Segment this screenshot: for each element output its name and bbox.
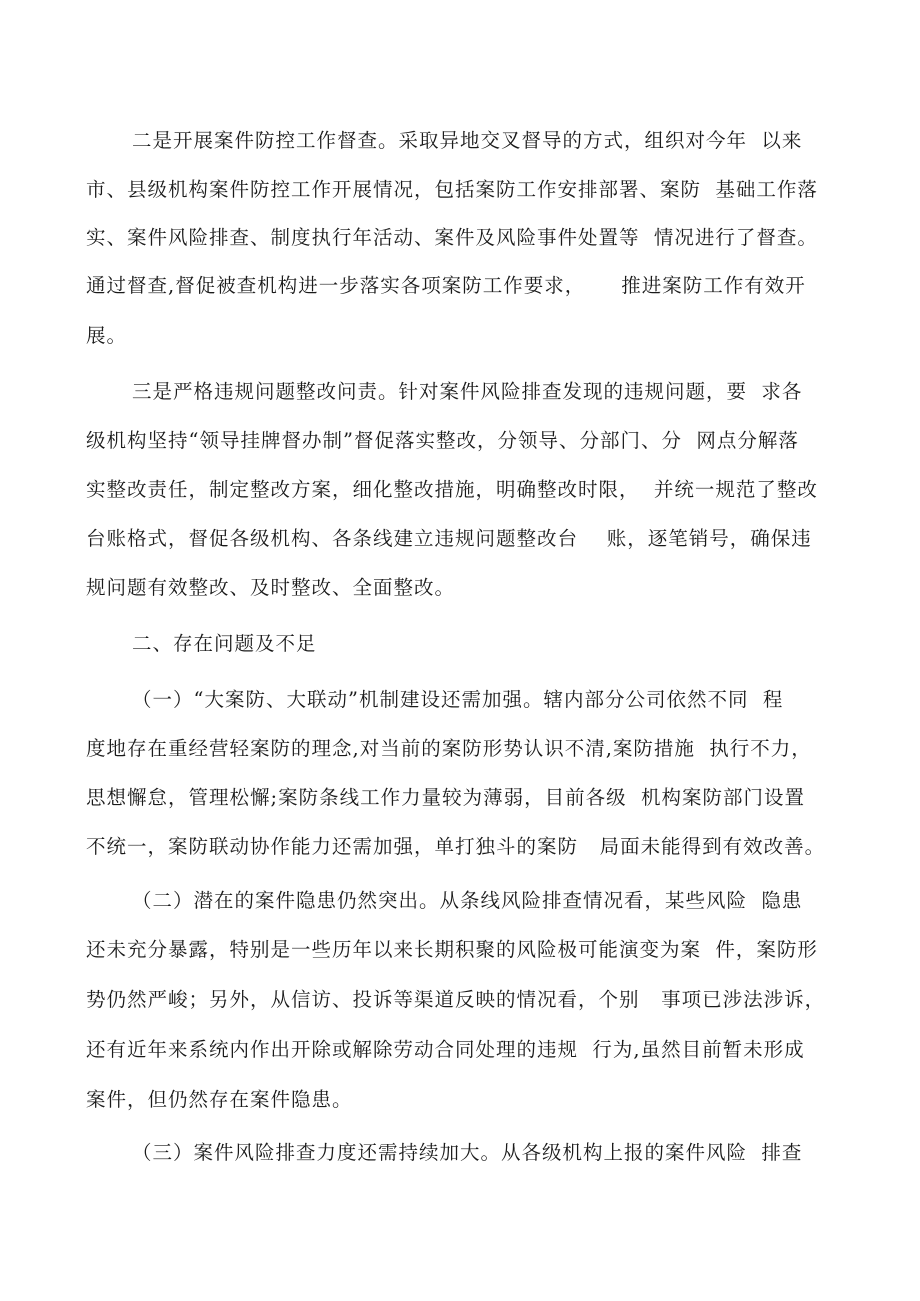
paragraph-4-line-2: 度地存在重经营轻案防的理念,对当前的案防形势认识不清,案防措施 执行不力， <box>86 737 812 760</box>
section-heading-text: 二、存在问题及不足 <box>132 632 317 655</box>
paragraph-1-line-2: 市、县级机构案件防控工作开展情况，包括案防工作安排部署、案防 基础工作落 <box>86 178 818 201</box>
paragraph-4-line-4: 不统一，案防联动协作能力还需加强，单打独斗的案防 局面未能得到有效改善。 <box>86 835 826 858</box>
paragraph-5-line-5: 案件，但仍然存在案件隐患。 <box>86 1088 353 1111</box>
paragraph-5-line-3: 势仍然严峻；另外，从信访、投诉等渠道反映的情况看，个别 事项已涉法涉诉， <box>86 988 826 1011</box>
paragraph-5-line-4: 还有近年来系统内作出开除或解除劳动合同处理的违规 行为,虽然目前暂未形成 <box>86 1038 805 1061</box>
paragraph-2-line-5: 规问题有效整改、及时整改、全面整改。 <box>86 576 456 599</box>
paragraph-1-line-1: 二是开展案件防控工作督查。采取异地交叉督导的方式，组织对今年 以来 <box>132 129 803 152</box>
paragraph-2-line-1: 三是严格违规问题整改问责。针对案件风险排查发现的违规问题，要 求各 <box>132 380 803 403</box>
paragraph-2-line-3: 实整改责任，制定整改方案，细化整改措施，明确整改时限， 并统一规范了整改 <box>86 478 818 501</box>
paragraph-4-line-1: （一）“大案防、大联动”机制建设还需加强。辖内部分公司依然不同 程 <box>132 688 784 711</box>
paragraph-1-line-5: 展。 <box>86 324 128 347</box>
paragraph-1-line-3: 实、案件风险排查、制度执行年活动、案件及风险事件处置等 情况进行了督查。 <box>86 226 818 249</box>
paragraph-1-line-4: 通过督查,督促被查机构进一步落实各项案防工作要求， 推进案防工作有效开 <box>86 274 806 297</box>
paragraph-6-line-1: （三）案件风险排查力度还需持续加大。从各级机构上报的案件风险 排查 <box>132 1141 803 1164</box>
paragraph-5-line-1: （二）潜在的案件隐患仍然突出。从条线风险排查情况看，某些风险 隐患 <box>132 889 803 912</box>
paragraph-2-line-4: 台账格式，督促各级机构、各条线建立违规问题整改台 账，逐笔销号，确保违 <box>86 527 812 550</box>
paragraph-2-line-2: 级机构坚持“领导挂牌督办制”督促落实整改，分领导、分部门、分 网点分解落 <box>86 429 799 452</box>
paragraph-4-line-3: 思想懈怠，管理松懈;案防条线工作力量较为薄弱，目前各级 机构案防部门设置 <box>86 786 805 809</box>
paragraph-5-line-2: 还未充分暴露，特别是一些历年以来长期积聚的风险极可能演变为案 件，案防形 <box>86 938 818 961</box>
